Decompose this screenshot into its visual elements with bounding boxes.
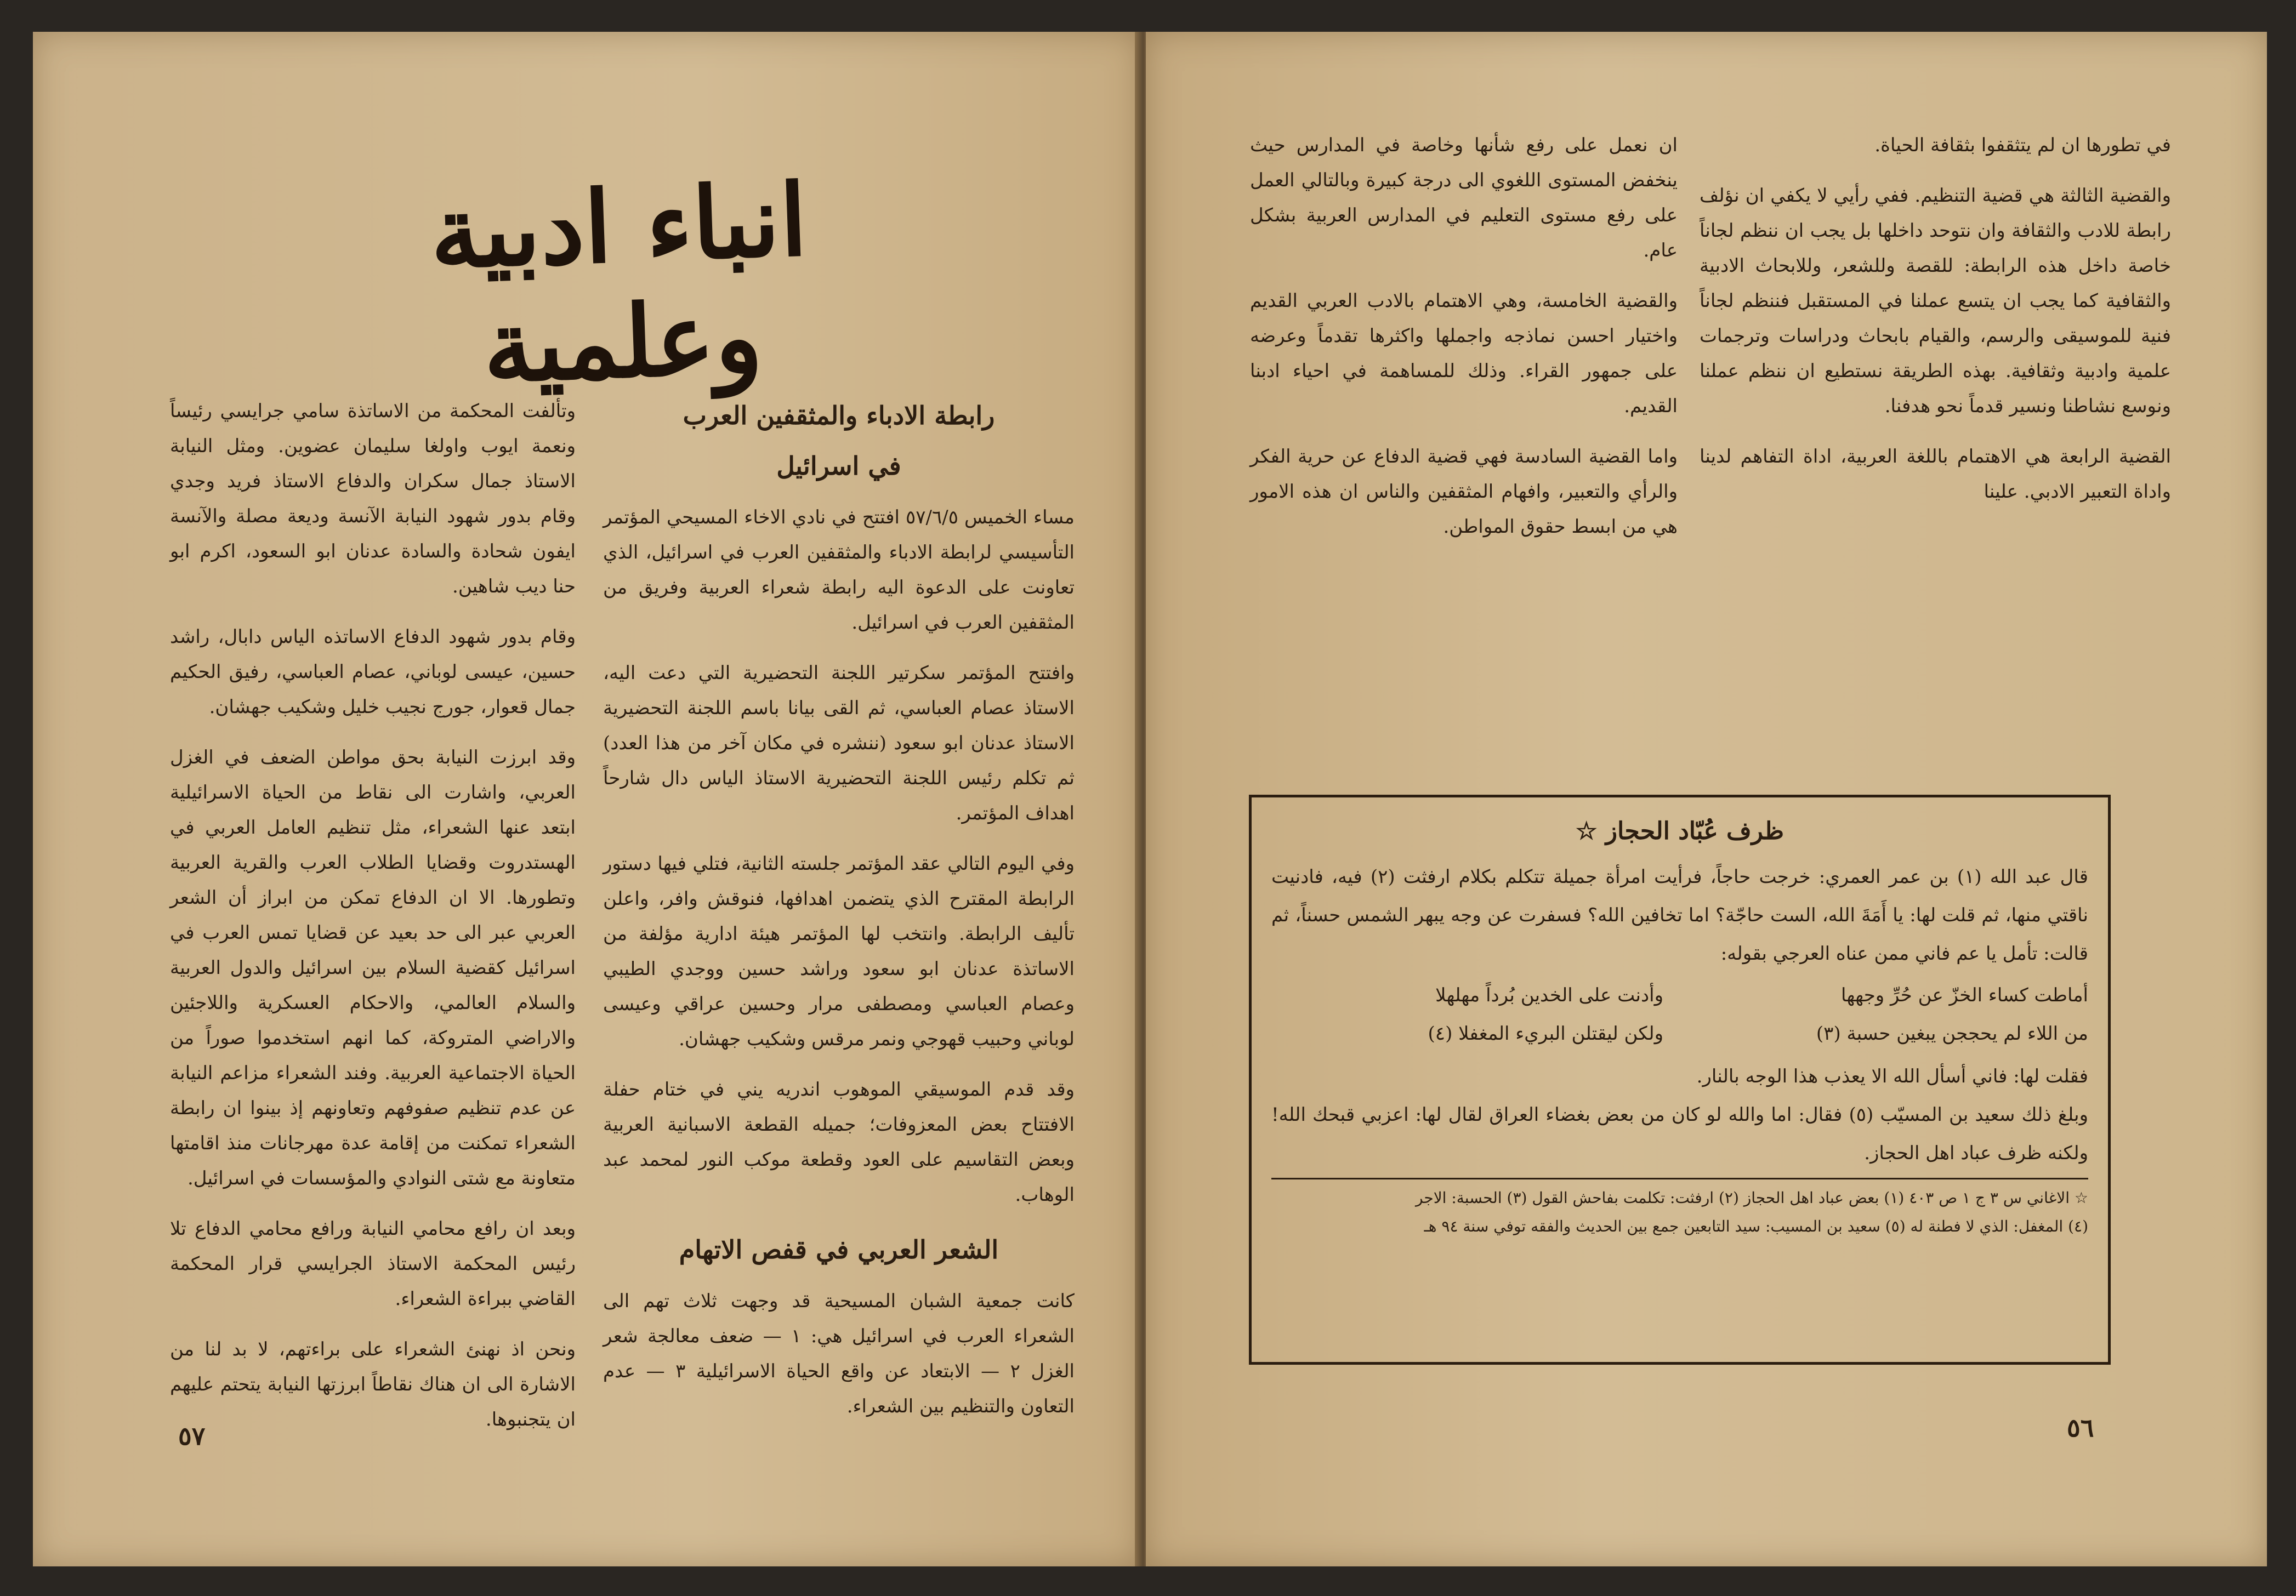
anecdote-box [1249, 795, 2111, 1365]
column-paragraph: وبعد ان رافع محامي النيابة ورافع محامي الدفاع تلا رئيس المحكمة الاستاذ الجرايسي قرار المحكمة القاضي ببراءة الشعراء. [170, 1218, 576, 1310]
column-paragraph: والقضية الخامسة، وهي الاهتمام بالادب العربي القديم واختيار احسن نماذجه واجملها واكثرها تقدماً وعرضه على جمهور القراء. وذلك للمساهمة في احياء ادبنا القديم. [1250, 290, 1678, 417]
left-page [33, 32, 1140, 1566]
verse-hemistich: وأدنت على الخدين بُرداً مهلهلا [1435, 984, 1663, 1006]
article1-paragraph: وقد قدم الموسيقي الموهوب اندريه يني في ختام حفلة الافتتاح بعض المعزوفات؛ جميله القطعة الاسبانية العربية وبعض التقاسيم على العود وقطعة موكب النور لمحمد عبد الوهاب. [603, 1079, 1075, 1206]
article1-title-line1: رابطة الادباء والمثقفين العرب [683, 401, 995, 430]
box-intro: قال عبد الله (١) بن عمر العمري: خرجت حاجاً، فرأيت امرأة جميلة تتكلم بكلام ارفثت (٢) فيه، فادنيت ناقتي منها، ثم قلت لها: يا أَمَةَ الله، الست حاجّة؟ اما تخافين الله؟ فسفرت عن وجه يبهر الشمس حسناً، ثم قالت: تأمل يا عم فاني ممن عناه العرجي بقوله: [1271, 866, 2088, 965]
box-paragraph: وبلغ ذلك سعيد بن المسيّب (٥) فقال: اما والله لو كان من بعض بغضاء العراق لقال لها: اعزبي قبحك الله! ولكنه ظرف عباد اهل الحجاز. [1271, 1104, 2088, 1164]
right-page-right-column [1700, 128, 2171, 525]
article1-title-line2: في اسرائيل [776, 451, 901, 481]
column-paragraph: واما القضية السادسة فهي قضية الدفاع عن حرية الفكر والرأي والتعبير، وافهام المثقفين والناس ان هذه الامور هي من ابسط حقوق المواطن. [1250, 446, 1678, 538]
box-paragraph: فقلت لها: فاني أسأل الله الا يعذب هذا الوجه بالنار. [1696, 1065, 2088, 1087]
verse-hemistich: أماطت كساء الخزّ عن حُرِّ وجهها [1841, 984, 2088, 1006]
article2-title: الشعر العربي في قفص الاتهام [679, 1235, 999, 1264]
column-paragraph: في تطورها ان لم يتثقفوا بثقافة الحياة. [1874, 134, 2171, 156]
article1-column [603, 388, 1075, 1439]
article2-paragraph: كانت جمعية الشبان المسيحية قد وجهت ثلاث تهم الى الشعراء العرب في اسرائيل هي: ١ — ضعف معالجة شعر الغزل ٢ — الابتعاد عن واقع الحياة الاسرائيلية ٣ — عدم التعاون والتنظيم بين الشعراء. [603, 1290, 1075, 1417]
footnote-line: (٤) المغفل: الذي لا فطنة له (٥) سعيد بن المسيب: سيد التابعين جمع بين الحديث والفقه توفي سنة ٩٤ هـ [1424, 1217, 2088, 1235]
verse-hemistich: من اللاء لم يحججن يبغين حسبة (٣) [1816, 1023, 2088, 1045]
footnote-divider [1271, 1178, 2088, 1179]
right-page-left-column [1250, 128, 1678, 560]
footnote-line: ☆ الاغاني س ٣ ج ١ ص ٤٠٣ (١) بعض عباد اهل الحجاز (٢) ارفثت: تكلمت بفاحش القول (٣) الحسبة: الاجر [1415, 1189, 2088, 1207]
page-number: ٥٧ [178, 1421, 206, 1451]
box-title: ظرف عُبّاد الحجاز ☆ [1576, 817, 1784, 845]
column-paragraph: ان نعمل على رفع شأنها وخاصة في المدارس حيث ينخفض المستوى اللغوي الى درجة كبيرة وبالتالي العمل على رفع مستوى التعليم في المدارس العربية بشكل عام. [1250, 134, 1678, 261]
poem-verses [1271, 976, 2088, 1053]
masthead-title: انباء ادبية وعلمية [428, 162, 809, 405]
article1-paragraph: وفي اليوم التالي عقد المؤتمر جلسته الثانية، فتلي فيها دستور الرابطة المقترح الذي يتضمن اهدافها، فنوقش وافر، واعلن تأليف الرابطة. وانتخب لها المؤتمر هيئة ادارية مؤلفة من الاساتذة عدنان ابو سعود وراشد حسين ووجدي الطيبي وعصام العباسي ومصطفى مرار وحسين عراقي وعيسى لوباني وحبيب قهوجي ونمر مرقس وشكيب جهشان. [603, 853, 1075, 1050]
box-body [1271, 858, 2088, 1172]
footnotes [1271, 1184, 2088, 1241]
column-paragraph: وتألفت المحكمة من الاساتذة سامي جرايسي رئيساً ونعمة ايوب واولغا سليمان عضوين. ومثل النيابة الاستاذ جمال سكران والدفاع الاستاذ فريد وجدي وقام بدور شهود النيابة الآنسة وديعة مصلة والآنسة ايفون شحادة والسادة عدنان ابو السعود، اكرم ابو حنا ديب شاهين. [170, 400, 576, 597]
column-paragraph: القضية الرابعة هي الاهتمام باللغة العربية، اداة التفاهم لدينا واداة التعبير الادبي. علينا [1700, 446, 2171, 503]
page-number: ٥٦ [2067, 1413, 2094, 1443]
column-paragraph: وقام بدور شهود الدفاع الاساتذه الياس دابال، راشد حسين، عيسى لوباني، عصام العباسي، رفيق الحكيم جمال قعوار، جورج نجيب خليل وشكيب جهشان. [170, 626, 576, 718]
article1-paragraph: وافتتح المؤتمر سكرتير اللجنة التحضيرية التي دعت اليه، الاستاذ عصام العباسي، ثم القى بيانا باسم اللجنة التحضيرية الاستاذ عدنان ابو سعود (ننشره في مكان آخر من هذا العدد) ثم تكلم رئيس اللجنة التحضيرية الاستاذ الياس دال شارحاً اهداف المؤتمر. [603, 662, 1075, 824]
article1-paragraph: مساء الخميس ٥٧/٦/٥ افتتح في نادي الاخاء المسيحي المؤتمر التأسيسي لرابطة الادباء والمثقفين العرب في اسرائيل، الذي تعاونت على الدعوة اليه رابطة شعراء العربية وفريق من المثقفين العرب في اسرائيل. [603, 506, 1075, 634]
column-paragraph: وقد ابرزت النيابة بحق مواطن الضعف في الغزل العربي، واشارت الى نقاط من الحياة الاسرائيلية ابتعد عنها الشعراء، مثل تنظيم العامل العربي في الهستدروت وقضايا الطلاب العرب والقرية العربية وتطورها. الا ان الدفاع تمكن من ابراز أن الشعر العربي عبر الى حد بعيد عن قضايا تمس العرب في اسرائيل كقضية السلام بين اسرائيل والدول العربية والسلام العالمي، والاحكام العسكرية واللاجئين والاراضي المتروكة، كما انهم استخدموا صوراً من الحياة الاجتماعية العربية. وفند الشعراء مزاعم النيابة عن عدم تنظيم صفوفهم وتعاونهم إذ بينوا ان رابطة الشعراء تمكنت من إقامة عدة مهرجانات منذ اقامتها متعاونة مع شتى النوادي والمؤسسات في اسرائيل. [170, 746, 576, 1189]
column-paragraph: والقضية الثالثة هي قضية التنظيم. ففي رأيي لا يكفي ان نؤلف رابطة للادب والثقافة وان نتوحد داخلها بل يجب ان ننظم لجاناً خاصة داخل هذه الرابطة: للقصة وللشعر، وللابحاث الادبية والثقافية كما يجب ان يتسع عملنا في المستقبل فننظم لجاناً فنية للموسيقى والرسم، والقيام بابحاث ودراسات وترجمات علمية وادبية وثقافية. بهذه الطريقة نستطيع ان ننظم عملنا ونوسع نشاطنا ونسير قدماً نحو هدفنا. [1700, 185, 2171, 417]
left-page-left-column [170, 394, 576, 1452]
verse-hemistich: ولكن ليقتلن البريء المغفلا (٤) [1428, 1023, 1663, 1045]
column-paragraph: ونحن اذ نهنئ الشعراء على براءتهم، لا بد لنا من الاشارة الى ان هناك نقاطاً ابرزتها النيابة يتحتم عليهم ان يتجنبوها. [170, 1338, 576, 1430]
